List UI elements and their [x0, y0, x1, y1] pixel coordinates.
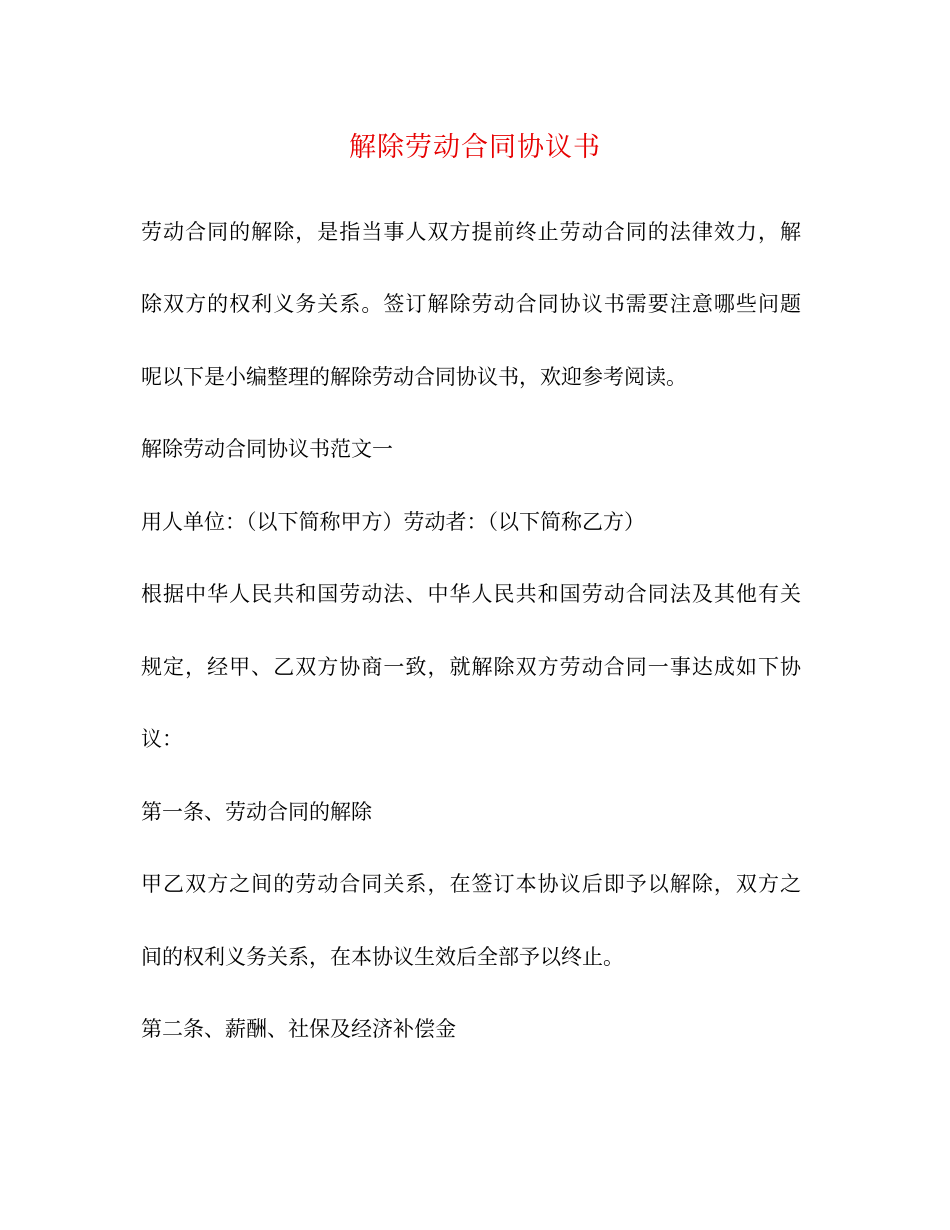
- document-title: 解除劳动合同协议书: [349, 132, 601, 163]
- article-two-heading: 第二条、薪酬、社保及经济补偿金: [141, 1017, 456, 1041]
- body-line-2: 除双方的权利义务关系。签订解除劳动合同协议书需要注意哪些问题: [141, 292, 801, 316]
- body-line-10: 甲乙双方之间的劳动合同关系，在签订本协议后即予以解除，双方之: [141, 872, 801, 896]
- parties-line: 用人单位：（以下简称甲方）劳动者：（以下简称乙方）: [141, 510, 645, 534]
- body-line-6: 根据中华人民共和国劳动法、中华人民共和国劳动合同法及其他有关: [141, 582, 801, 606]
- body-line-3: 呢以下是小编整理的解除劳动合同协议书，欢迎参考阅读。: [141, 365, 687, 389]
- body-line-11: 间的权利义务关系，在本协议生效后全部予以终止。: [141, 945, 624, 969]
- body-line-1: 劳动合同的解除，是指当事人双方提前终止劳动合同的法律效力，解: [141, 220, 801, 244]
- section-heading-sample-one: 解除劳动合同协议书范文一: [141, 437, 393, 461]
- body-line-7: 规定，经甲、乙双方协商一致，就解除双方劳动合同一事达成如下协: [141, 655, 801, 679]
- body-line-8: 议：: [141, 727, 183, 751]
- article-one-heading: 第一条、劳动合同的解除: [141, 800, 372, 824]
